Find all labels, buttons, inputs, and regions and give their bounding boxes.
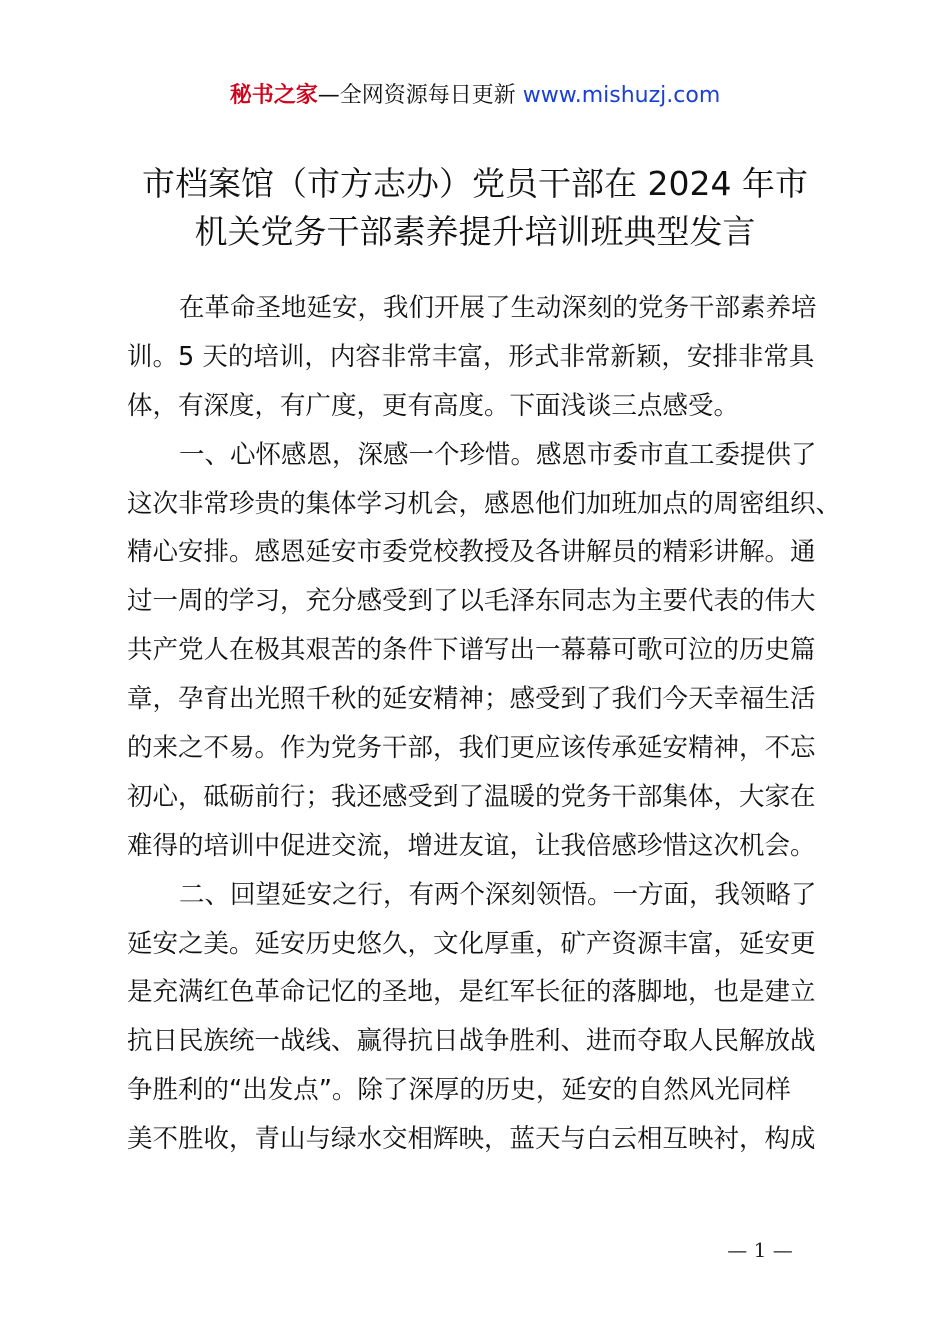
site-url-link[interactable]: www.mishuzj.com — [522, 83, 721, 108]
paragraph-line: 初心，砥砺前行；我还感受到了温暖的党务干部集体，大家在 — [127, 781, 816, 812]
paragraph-line: 过一周的学习，充分感受到了以毛泽东同志为主要代表的伟大 — [127, 586, 816, 617]
paragraph-line: 共产党人在极其艰苦的条件下谱写出一幕幕可歌可泣的历史篇 — [127, 635, 816, 666]
paragraph-line: 的来之不易。作为党务干部，我们更应该传承延安精神，不忘 — [127, 733, 816, 764]
paragraph-line: 争胜利的“出发点”。除了深厚的历史，延安的自然风光同样 — [127, 1075, 791, 1106]
paragraph-line: 体，有深度，有广度，更有高度。下面浅谈三点感受。 — [127, 390, 740, 421]
document-title — [110, 160, 840, 256]
paragraph-line: 章，孕育出光照千秋的延安精神；感受到了我们今天幸福生活 — [127, 684, 816, 715]
paragraph-line: 训。5 天的培训，内容非常丰富，形式非常新颖，安排非常具 — [127, 341, 815, 372]
document-body — [127, 284, 847, 1164]
paragraph-line: 二、回望延安之行，有两个深刻领悟。一方面，我领略了 — [179, 879, 817, 910]
paragraph-line: 延安之美。延安历史悠久，文化厚重，矿产资源丰富，延安更 — [127, 928, 816, 959]
title-line-2: 机关党务干部素养提升培训班典型发言 — [194, 212, 756, 251]
paragraph-line: 是充满红色革命记忆的圣地，是红军长征的落脚地，也是建立 — [127, 977, 816, 1008]
page-number: — 1 — — [727, 1238, 793, 1262]
paragraph-line: 难得的培训中促进交流，增进友谊，让我倍感珍惜这次机会。 — [127, 830, 816, 861]
site-slogan: —全网资源每日更新 — [317, 83, 523, 108]
paragraph-line: 精心安排。感恩延安市委党校教授及各讲解员的精彩讲解。通 — [127, 537, 816, 568]
site-header — [0, 80, 950, 112]
title-line-1: 市档案馆（市方志办）党员干部在 2024 年市 — [142, 164, 808, 203]
paragraph-line: 一、心怀感恩，深感一个珍惜。感恩市委市直工委提供了 — [179, 439, 817, 470]
paragraph-line: 在革命圣地延安，我们开展了生动深刻的党务干部素养培 — [179, 293, 817, 323]
site-brand: 秘书之家 — [229, 83, 318, 108]
paragraph-line: 抗日民族统一战线、赢得抗日战争胜利、进而夺取人民解放战 — [127, 1026, 816, 1057]
paragraph-line: 美不胜收，青山与绿水交相辉映，蓝天与白云相互映衬，构成 — [127, 1124, 816, 1155]
paragraph-line: 这次非常珍贵的集体学习机会，感恩他们加班加点的周密组织、 — [127, 488, 842, 519]
